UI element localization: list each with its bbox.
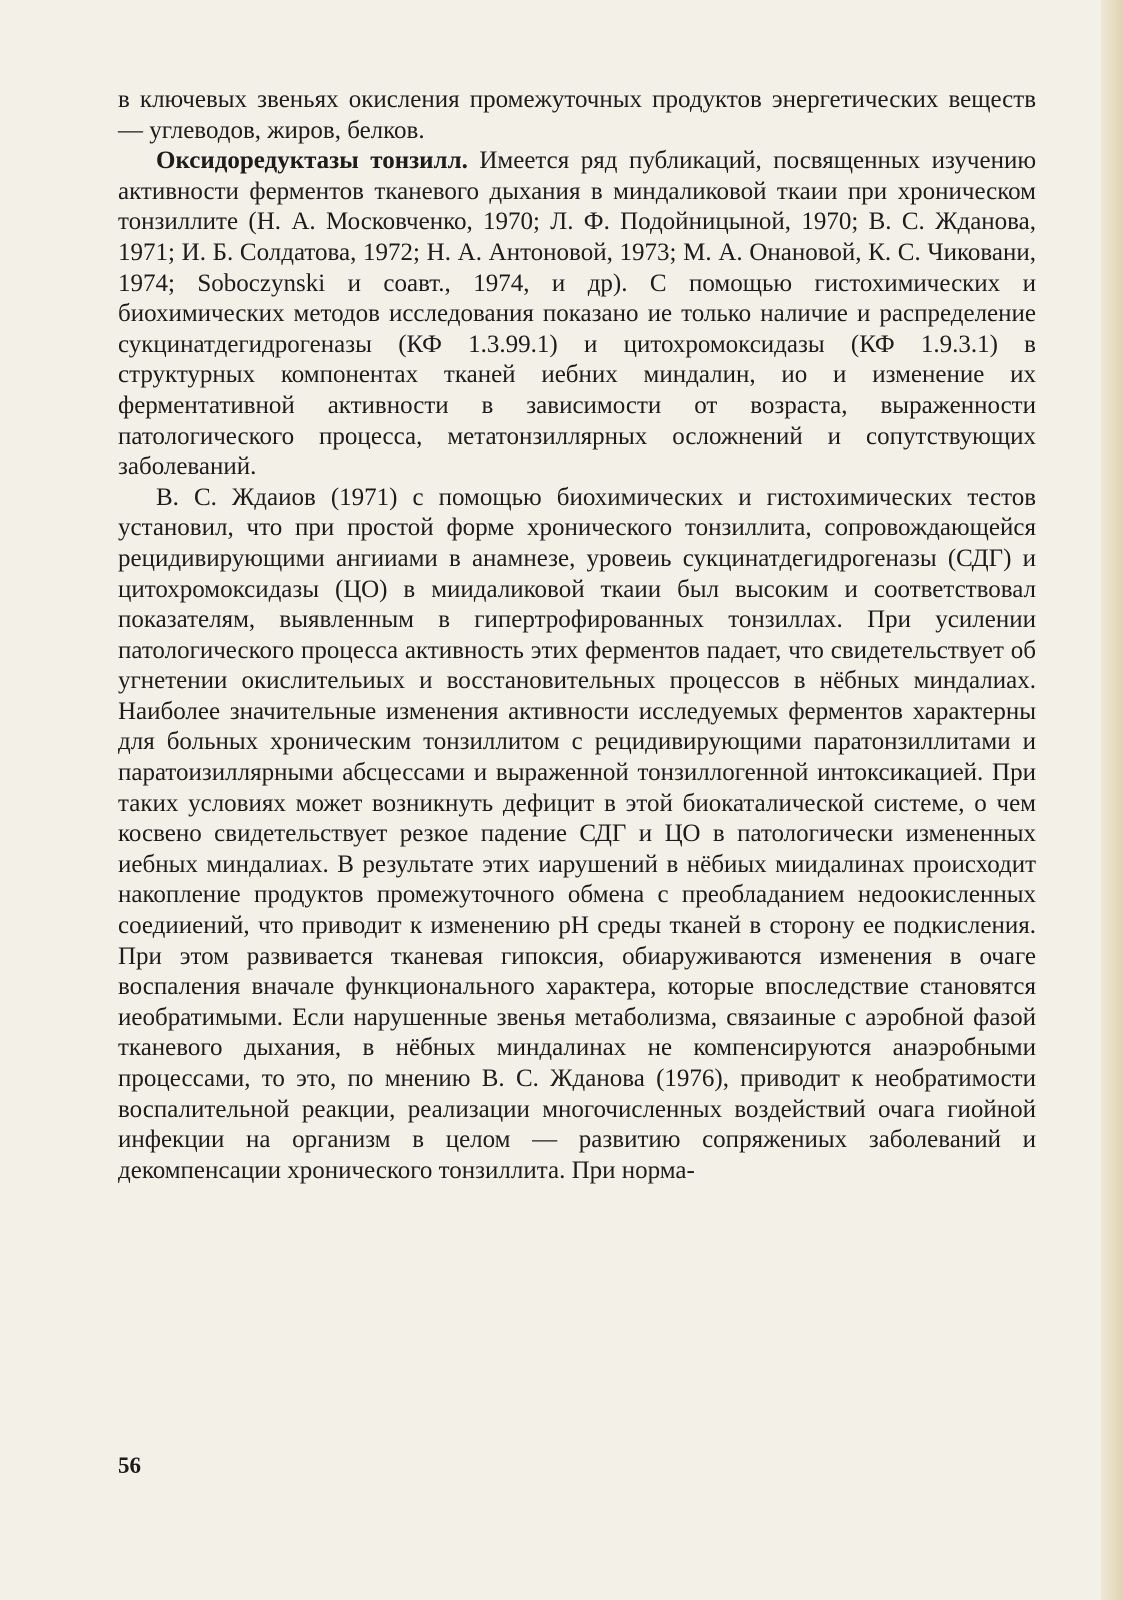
page-number: 56 (118, 1453, 141, 1478)
section-heading: Оксидоредуктазы тонзилл. (156, 147, 468, 175)
paragraph-1: в ключевых звеньях окисления промежуточных продуктов энергетических веществ — углеводов, жиров, белков. (118, 86, 1036, 144)
paragraph-2 (118, 146, 1036, 483)
body-text (118, 85, 1036, 1186)
paragraph-2-text: Имеется ряд публикаций, посвященных изучению активности ферментов тканевого дыхания в миндаликовой ткаии при хроническом тонзиллите (Н. А. Московченко, 1970; Л. Ф. Подойницыной, 1970; В. С. Жданова, 1971; И. Б. Солдатова, 1972; Н. А. Антоновой, 1973; М. А. Онановой, К. С. Чиковани, 1974; Soboczynski и соавт., 1974, и др). С помощью гистохимических и биохимических методов исследования показано ие только наличие и распределение сукцинатдегидрогеназы (КФ 1.3.99.1) и цитохромоксидазы (КФ 1.9.3.1) в структурных компонентах тканей иебних миндалин, ио и изменение их ферментативной активности в зависимости от возраста, выраженности патологического процесса, метатонзиллярных осложнений и сопутствующих заболеваний. (118, 147, 1037, 481)
page-edge (1101, 0, 1123, 1600)
paragraph-3: В. С. Ждаиов (1971) с помощью биохимических и гистохимических тестов установил, что при простой форме хронического тонзиллита, сопровождающейся рецидивирующими ангииами в анамнезе, уровеиь сукцинатдегидрогеназы (СДГ) и цитохромоксидазы (ЦО) в миидаликовой ткаии был высоким и соответствовал показателям, выявленным в гипертрофированных тонзиллах. При усилении патологического процесса активность этих ферментов падает, что свидетельствует об угнетении окислительиых и восстановительных процессов в нёбных миндалиах. Наиболее значительные изменения активности исследуемых ферментов характерны для больных хроническим тонзиллитом с рецидивирующими паратонзиллитами и паратоизиллярными абсцессами и выраженной тонзиллогенной интоксикацией. При таких условиях может возникнуть дефицит в этой биокаталической системе, о чем косвено свидетельствует резкое падение СДГ и ЦО в патологически измененных иебных миндалиах. В результате этих иарушений в нёбиых миидалинах происходит накопление продуктов промежуточного обмена с преобладанием недоокисленных соедииений, что приводит к изменению рН среды тканей в сторону ее подкисления. При этом развивается тканевая гипоксия, обиаруживаются изменения в очаге воспаления вначале функционального характера, которые впоследствие становятся иеобратимыми. Если нарушенные звенья метаболизма, связаиные с аэробной фазой тканевого дыхания, в нёбных миндалинах не компенсируются анаэробными процессами, то это, по мнению В. С. Жданова (1976), приводит к необратимости воспалительной реакции, реализации многочисленных воздействий очага гиойной инфекции на организм в целом — развитию сопряжениых заболеваний и декомпенсации хронического тонзиллита. При норма- (118, 483, 1036, 1184)
